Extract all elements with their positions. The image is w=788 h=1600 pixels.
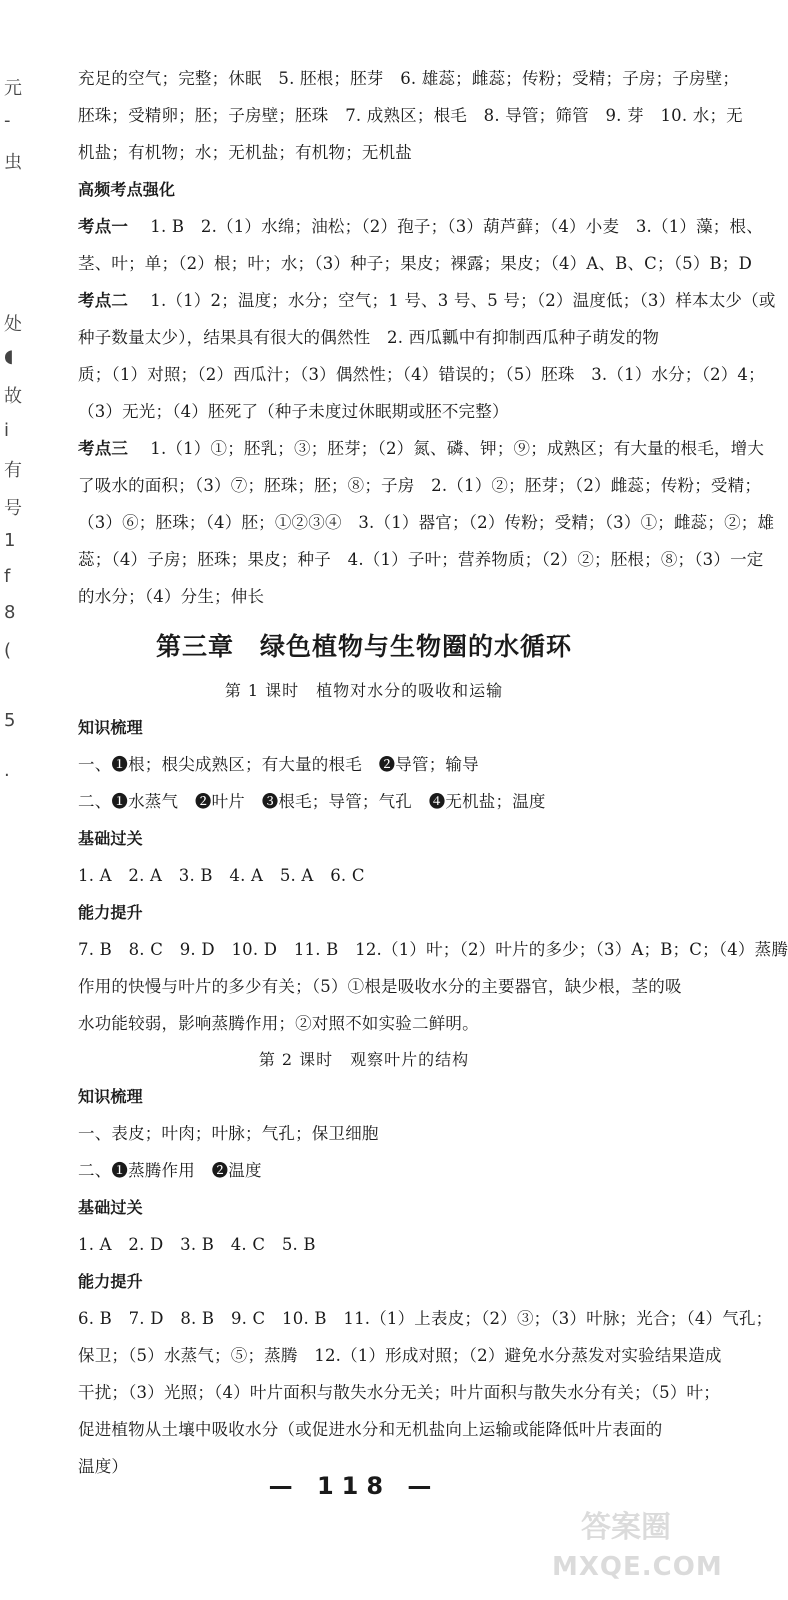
text-line: 1. A 2. A 3. B 4. A 5. A 6. C [78, 866, 365, 885]
margin-mark: ◖ [4, 346, 14, 367]
text-line: 一、❶根；根尖成熟区；有大量的根毛 ❷导管；输导 [78, 755, 479, 774]
text-line: 二、❶水蒸气 ❷叶片 ❸根毛；导管；气孔 ❹无机盐；温度 [78, 792, 546, 811]
margin-mark: 虫 [4, 152, 22, 173]
text-line: （3）⑥；胚珠；（4）胚；①②③④ 3.（1）器官；（2）传粉；受精；（3）①；雌蕊；②；雄 [78, 513, 775, 532]
kaodian-text: 1.（1）2；温度；水分；空气；1 号、3 号、5 号；（2）温度低；（3）样本太少（或 [150, 291, 776, 310]
margin-mark: - [4, 110, 11, 131]
kaodian2-line [78, 282, 776, 319]
text-line: 1. A 2. D 3. B 4. C 5. B [78, 1235, 316, 1254]
kaodian1-line [78, 208, 763, 245]
text-line: 二、❶蒸腾作用 ❷温度 [78, 1161, 262, 1180]
kaodian-text: 1.（1）①；胚乳；③；胚芽；（2）氮、磷、钾；⑨；成熟区；有大量的根毛，增大 [150, 439, 765, 458]
section-heading: 基础过关 [78, 829, 143, 848]
text-line: 水功能较弱，影响蒸腾作用；②对照不如实验二鲜明。 [78, 1014, 479, 1033]
margin-mark: 故 [4, 386, 22, 407]
section-heading-gaopin: 高频考点强化 [78, 180, 176, 199]
margin-mark: . [4, 760, 10, 781]
text-line: 保卫；（5）水蒸气；⑤；蒸腾 12.（1）形成对照；（2）避免水分蒸发对实验结果造成 [78, 1346, 722, 1365]
kaodian3-line [78, 430, 765, 467]
section-heading: 能力提升 [78, 1272, 143, 1291]
text-line: 质；（1）对照；（2）西瓜汁；（3）偶然性；（4）错误的；（5）胚珠 3.（1）水分；（2）4； [78, 365, 765, 384]
section-heading: 能力提升 [78, 903, 143, 922]
text-line: 一、表皮；叶肉；叶脉；气孔；保卫细胞 [78, 1124, 379, 1143]
kaodian-label: 考点三 [78, 439, 129, 458]
chapter-title: 第三章 绿色植物与生物圈的水循环 [155, 632, 572, 661]
section-heading: 知识梳理 [78, 718, 143, 737]
margin-mark: 号 [4, 498, 22, 519]
margin-mark: 8 [4, 602, 16, 623]
answer-content [78, 60, 788, 1485]
watermark-logo [552, 1504, 723, 1594]
watermark-url: MXQE.COM [552, 1552, 723, 1582]
margin-mark: 元 [4, 78, 22, 99]
margin-mark: 1 [4, 530, 16, 551]
text-line: 作用的快慢与叶片的多少有关；（5）①根是吸收水分的主要器官，缺少根，茎的吸 [78, 977, 682, 996]
page-number: — 118 — [268, 1472, 440, 1500]
text-line: 种子数量太少），结果具有很大的偶然性 2. 西瓜瓤中有抑制西瓜种子萌发的物 [78, 328, 660, 347]
section-heading: 知识梳理 [78, 1087, 143, 1106]
margin-mark: 处 [4, 314, 22, 335]
text-line: 7. B 8. C 9. D 10. D 11. B 12.（1）叶；（2）叶片的多少；（3）A；B；C；（4）蒸腾 [78, 940, 788, 959]
text-line: 干扰；（3）光照；（4）叶片面积与散失水分无关；叶片面积与散失水分有关；（5）叶； [78, 1383, 720, 1402]
section-heading: 基础过关 [78, 1198, 143, 1217]
left-margin-bleed [4, 60, 34, 780]
margin-mark: i [4, 420, 10, 441]
text-line: 6. B 7. D 8. B 9. C 10. B 11.（1）上表皮；（2）③；（3）叶脉；光合；（4）气孔； [78, 1309, 773, 1328]
kaodian-text: 1. B 2.（1）水绵；油松；（2）孢子；（3）葫芦藓；（4）小麦 3.（1）藻；根、 [150, 217, 763, 236]
kaodian-label: 考点一 [78, 217, 129, 236]
lesson-title: 第 2 课时 观察叶片的结构 [258, 1050, 470, 1069]
text-line: 的水分；（4）分生；伸长 [78, 587, 265, 606]
text-line: 胚珠；受精卵；胚；子房壁；胚珠 7. 成熟区；根毛 8. 导管；筛管 9. 芽 10. 水；无 [78, 106, 743, 125]
margin-mark: ( [4, 640, 12, 661]
text-line: 温度） [78, 1457, 129, 1476]
text-line: 充足的空气；完整；休眠 5. 胚根；胚芽 6. 雄蕊；雌蕊；传粉；受精；子房；子房壁； [78, 69, 740, 88]
text-line: 蕊；（4）子房；胚珠；果皮；种子 4.（1）子叶；营养物质；（2）②；胚根；⑧；（3）一定 [78, 550, 764, 569]
margin-mark: 5 [4, 710, 16, 731]
text-line: （3）无光；（4）胚死了（种子未度过休眠期或胚不完整） [78, 402, 509, 421]
margin-mark: 有 [4, 460, 22, 481]
kaodian-label: 考点二 [78, 291, 129, 310]
lesson-title: 第 1 课时 植物对水分的吸收和运输 [224, 681, 504, 700]
watermark-text: 答案圈 [581, 1510, 671, 1545]
text-line: 促进植物从土壤中吸收水分（或促进水分和无机盐向上运输或能降低叶片表面的 [78, 1420, 663, 1439]
text-line: 机盐；有机物；水；无机盐；有机物；无机盐 [78, 143, 412, 162]
margin-mark: f [4, 566, 11, 587]
text-line: 了吸水的面积；（3）⑦；胚珠；胚；⑧；子房 2.（1）②；胚芽；（2）雌蕊；传粉；受精； [78, 476, 762, 495]
text-line: 茎、叶；单；（2）根；叶；水；（3）种子；果皮；裸露；果皮；（4）A、B、C；（5）B；D [78, 254, 753, 273]
